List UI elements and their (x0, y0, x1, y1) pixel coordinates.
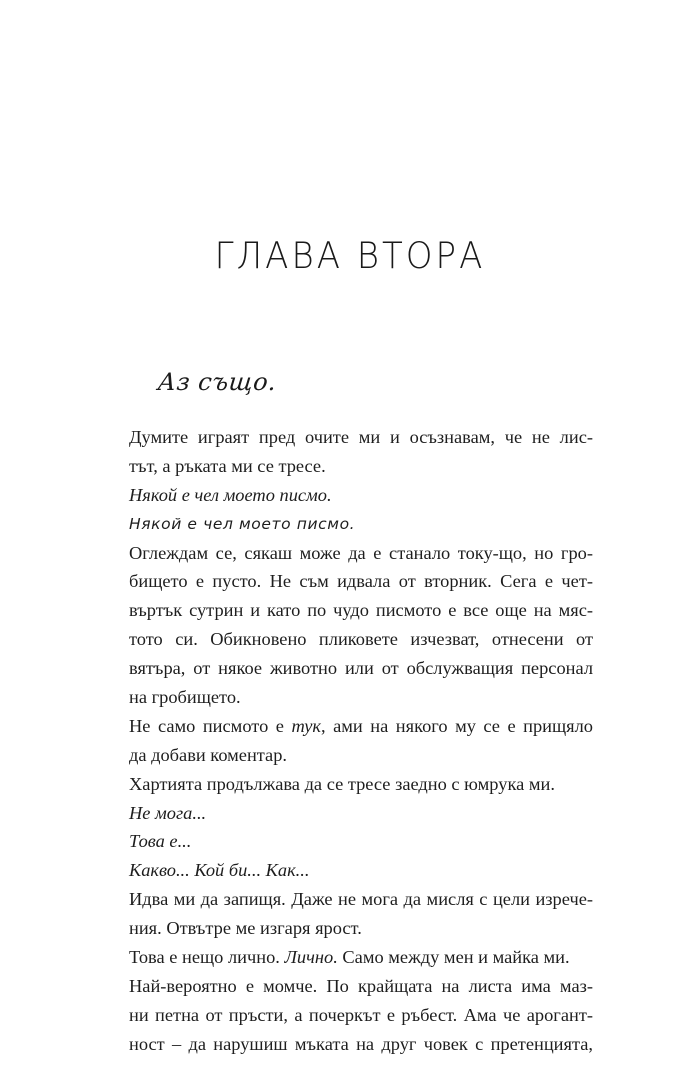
text-segment: Това е нещо лично. (129, 947, 285, 968)
chapter-title: ГЛАВА ВТОРА (214, 234, 486, 278)
italic-text-segment: тук (291, 715, 322, 736)
text-line: бището е пусто. Не съм идвала от вторник. Сега е чет- (129, 571, 593, 592)
text-line (129, 712, 593, 741)
body-text (129, 423, 593, 1059)
text-line: Най-вероятно е момче. По крайщата на листа има маз- (129, 975, 593, 996)
text-line: вятъра, от някое животно или от обслужващия персонал (129, 658, 593, 679)
text-line: ност – да нарушиш мъката на друг човек с претенцията, (129, 1033, 593, 1054)
text-line: Оглеждам се, сякаш може да е станало току-що, но гро- (129, 542, 593, 563)
text-segment: , ами на някого му се е прищяло (321, 715, 593, 736)
text-line: Думите играят пред очите ми и осъзнавам, че не лис- (129, 427, 593, 447)
handwritten-opening-line: Аз също. (156, 368, 278, 396)
text-line: Не мога... (129, 802, 207, 823)
text-segment: Само между мен и майка ми. (337, 947, 570, 968)
text-line: тото си. Обикновено пликовете изчезват, отнесени от (129, 629, 593, 650)
text-line: Идва ми да запищя. Даже не мога да мисля с цели изрече- (129, 889, 593, 910)
text-line: ни петна от пръсти, а почеркът е ръбест. Ама че арогант- (129, 1004, 593, 1025)
text-segment: Не само писмото е (129, 715, 292, 736)
text-line: да добави коментар. (129, 744, 288, 765)
italic-text-segment: Лично. (284, 947, 338, 968)
text-line: тът, а ръката ми се тресе. (129, 455, 326, 476)
text-line: Хартията продължава да се тресе заедно с юмрука ми. (129, 773, 555, 794)
text-line: ния. Отвътре ме изгаря ярост. (129, 918, 362, 939)
text-line: на гробището. (129, 687, 241, 708)
text-line: въртък сутрин и като по чудо писмото е все още на мяс- (129, 600, 593, 621)
text-line: Това е... (129, 831, 192, 852)
text-line: Някой е чел моето писмо. (129, 514, 356, 533)
text-line (129, 943, 593, 972)
text-line: Какво... Кой би... Как... (129, 860, 310, 881)
text-line: Някой е чел моето писмо. (129, 484, 332, 505)
